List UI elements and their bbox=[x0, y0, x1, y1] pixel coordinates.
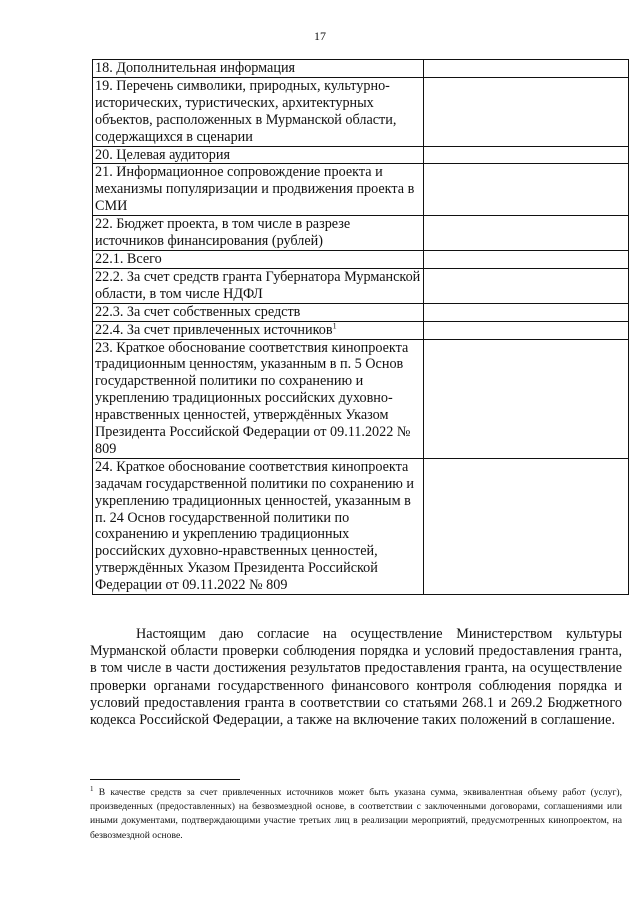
table-row bbox=[93, 339, 629, 458]
table-row bbox=[93, 77, 629, 146]
row-label: 23. Краткое обоснование соответствия кинопроекта традиционным ценностям, указанным в п. 5 Основ государственной политики по сохранению и укреплению традиционных российских духовно-нравственных ценностей, утверждённых Указом Президента Российской Федерации от 09.11.2022 № 809 bbox=[93, 339, 424, 458]
table-row bbox=[93, 60, 629, 78]
row-label: 22.2. За счет средств гранта Губернатора Мурманской области, в том числе НДФЛ bbox=[93, 268, 424, 303]
table-row bbox=[93, 216, 629, 251]
row-value-cell bbox=[424, 77, 629, 146]
row-label: 22. Бюджет проекта, в том числе в разрезе источников финансирования (рублей) bbox=[93, 216, 424, 251]
table-row bbox=[93, 146, 629, 164]
row-label: 18. Дополнительная информация bbox=[93, 60, 424, 78]
footnote-reference: 1 bbox=[332, 320, 337, 330]
application-form-table bbox=[92, 59, 629, 595]
row-label bbox=[93, 321, 424, 339]
row-value-cell bbox=[424, 458, 629, 594]
row-label: 21. Информационное сопровождение проекта и механизмы популяризации и продвижения проекта в СМИ bbox=[93, 164, 424, 216]
table-row bbox=[93, 303, 629, 321]
footnote-mark: 1 bbox=[90, 784, 94, 793]
row-label-text: 22.4. За счет привлеченных источников bbox=[95, 321, 333, 338]
row-value-cell bbox=[424, 164, 629, 216]
row-value-cell bbox=[424, 146, 629, 164]
row-value-cell bbox=[424, 321, 629, 339]
row-value-cell bbox=[424, 268, 629, 303]
footnote-separator bbox=[90, 779, 240, 780]
row-label: 20. Целевая аудитория bbox=[93, 146, 424, 164]
row-label: 19. Перечень символики, природных, культурно-исторических, туристических, архитектурных объектов, расположенных в Мурманской области, содержащихся в сценарии bbox=[93, 77, 424, 146]
table-row bbox=[93, 250, 629, 268]
row-value-cell bbox=[424, 303, 629, 321]
row-value-cell bbox=[424, 60, 629, 78]
row-label: 22.3. За счет собственных средств bbox=[93, 303, 424, 321]
page-number: 17 bbox=[314, 29, 326, 43]
row-value-cell bbox=[424, 216, 629, 251]
consent-paragraph: Настоящим даю согласие на осуществление Министерством культуры Мурманской области проверки соблюдения порядка и условий предоставления гранта, в том числе в части достижения результатов предоставления гранта, на осуществление проверки органами государственного финансового контроля соблюдения порядка и условий предоставления гранта в соответствии со статьями 268.1 и 269.2 Бюджетного кодекса Российской Федерации, а также на включение таких положений в соглашение. bbox=[90, 626, 622, 729]
footnote-text: В качестве средств за счет привлеченных источников может быть указана сумма, эквивалентная объему работ (услуг), произведенных (предоставленных) на безвозмездной основе, в соответствии с заключенными договорами, соглашениями или иными документами, подтверждающими участие третьих лиц в реализации мероприятий, предусмотренных кинопроектом, на безвозмездной основе. bbox=[90, 787, 622, 841]
table-row bbox=[93, 268, 629, 303]
table-row bbox=[93, 321, 629, 339]
table-row bbox=[93, 164, 629, 216]
row-label: 24. Краткое обоснование соответствия кинопроекта задачам государственной политики по сохранению и укреплению традиционных ценностей, указанным в п. 24 Основ государственной политики по сохранению и укреплению традиционных российских духовно-нравственных ценностей, утверждённых Указом Президента Российской Федерации от 09.11.2022 № 809 bbox=[93, 458, 424, 594]
row-value-cell bbox=[424, 250, 629, 268]
row-value-cell bbox=[424, 339, 629, 458]
footnote bbox=[90, 786, 622, 843]
row-label: 22.1. Всего bbox=[93, 250, 424, 268]
table-row bbox=[93, 458, 629, 594]
